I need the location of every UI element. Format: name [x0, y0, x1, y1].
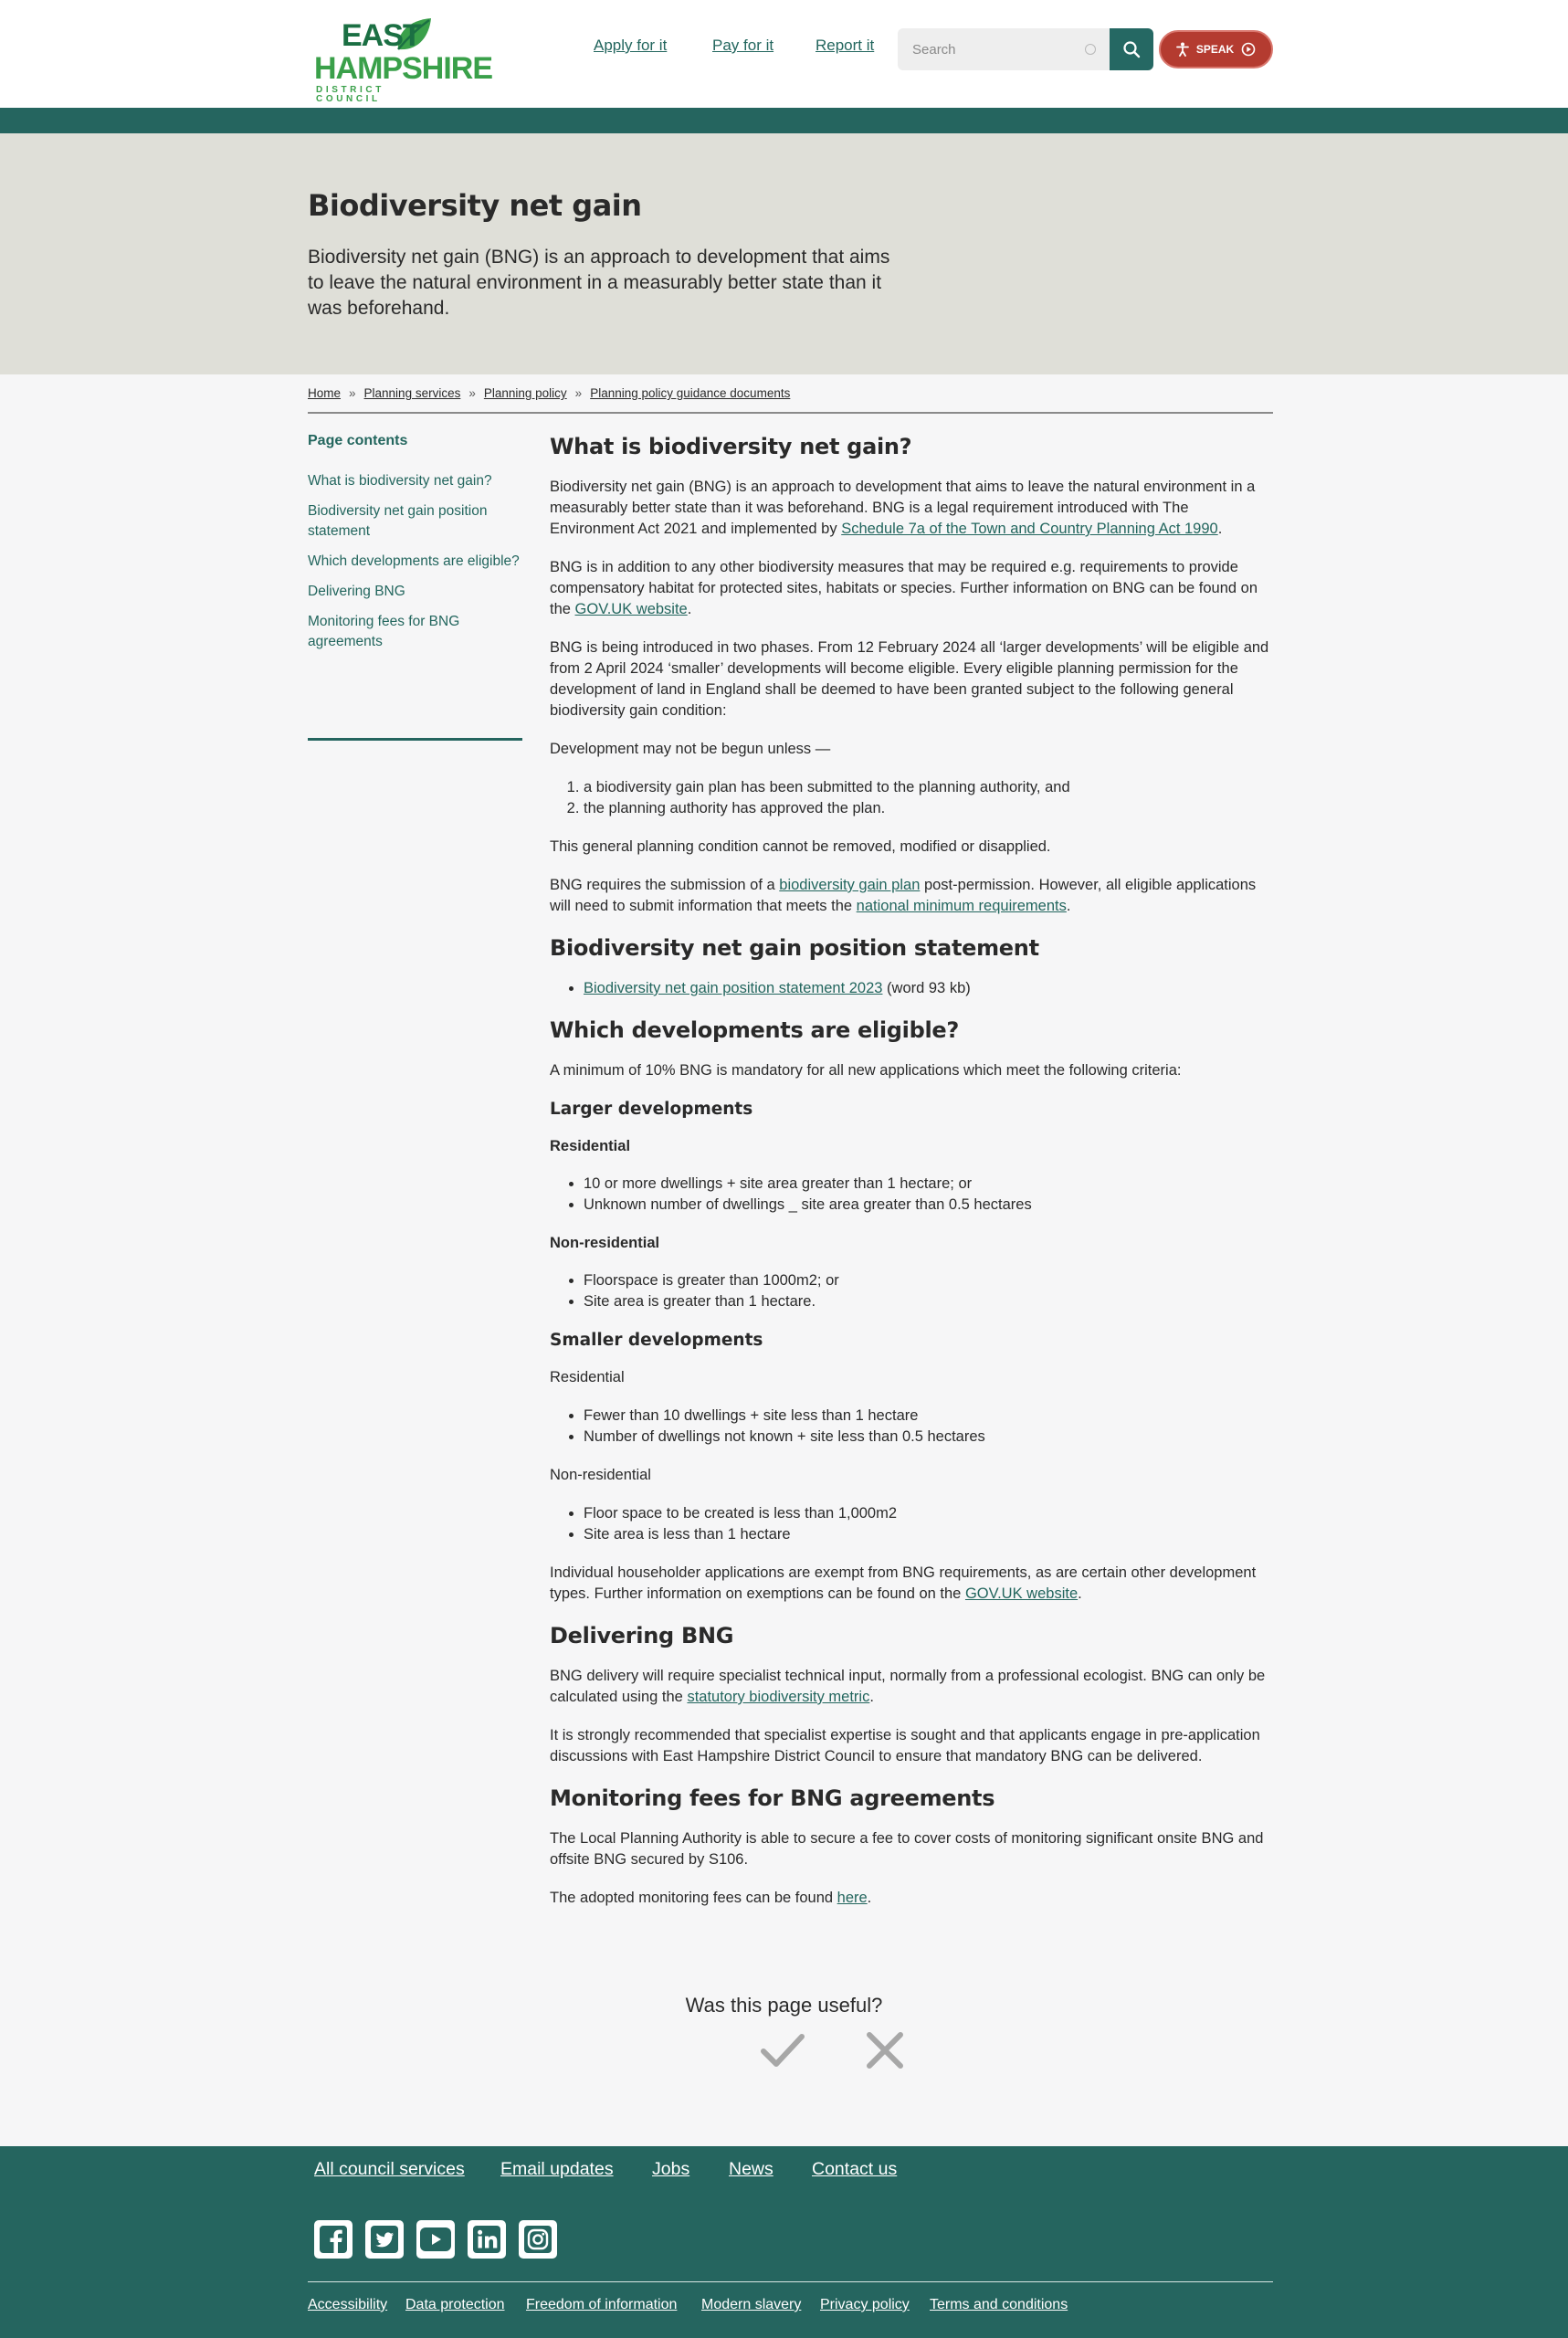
- section-heading-position-statement: Biodiversity net gain position statement: [550, 935, 1039, 961]
- criteria-list: [584, 1406, 1273, 1448]
- section-heading-what-is-bng: What is biodiversity net gain?: [550, 434, 912, 459]
- header-band: [0, 108, 1568, 133]
- text: .: [867, 1890, 872, 1906]
- contents-link-monitoring-fees[interactable]: Monitoring fees for BNG agreements: [308, 614, 460, 649]
- list-item: • Unknown number of dwellings _ site area greater than 0.5 hectares: [584, 1195, 1273, 1216]
- subheading-residential: Residential: [550, 1138, 631, 1154]
- file-meta: (word 93 kb): [882, 980, 971, 996]
- paragraph: BNG is being introduced in two phases. From 12 February 2024 all ‘larger developments’ will be eligible and from 2 April 2024 ‘smaller’ developments will become eligible. Every eligible planning permission for the development of land in England shall be deemed to have been granted subject to the following general biodiversity gain condition:: [550, 639, 1269, 719]
- list-item: • Site area is greater than 1 hectare.: [584, 1291, 1273, 1312]
- breadcrumb-home[interactable]: Home: [308, 386, 342, 400]
- twitter-icon[interactable]: [365, 2220, 404, 2259]
- search-clear-icon[interactable]: [1085, 44, 1096, 55]
- text: .: [1078, 1585, 1082, 1602]
- contents-link-eligible[interactable]: Which developments are eligible?: [308, 553, 520, 569]
- text: post-permission. However, all eligible applications will need to submit information that meets the: [550, 877, 1257, 914]
- list-item: 1. a biodiversity gain plan has been submitted to the planning authority, and: [584, 777, 1273, 798]
- footer-link-freedom-of-information[interactable]: Freedom of information: [526, 2297, 678, 2312]
- criteria-list: [584, 1174, 1273, 1216]
- footer-link-jobs[interactable]: Jobs: [652, 2159, 690, 2179]
- text: .: [687, 601, 692, 617]
- footer-link-contact-us[interactable]: Contact us: [812, 2159, 898, 2179]
- text: The adopted monitoring fees can be found: [550, 1890, 837, 1906]
- subheading-larger-developments: Larger developments: [550, 1100, 753, 1119]
- breadcrumb-separator: »: [349, 386, 356, 400]
- speak-label: SPEAK: [1195, 43, 1235, 56]
- paragraph: [550, 557, 1273, 620]
- footer-link-email-updates[interactable]: Email updates: [500, 2159, 614, 2179]
- logo-line-east: EAST: [342, 18, 421, 53]
- label-non-residential: Non-residential: [550, 1467, 651, 1483]
- footer-link-news[interactable]: News: [729, 2159, 773, 2179]
- paragraph: This general planning condition cannot be removed, modified or disapplied.: [550, 838, 1051, 855]
- paragraph: [550, 1563, 1273, 1605]
- footer-link-all-services[interactable]: All council services: [314, 2159, 465, 2179]
- subheading-non-residential: Non-residential: [550, 1235, 660, 1251]
- play-circle-icon: [1241, 42, 1256, 57]
- footer-link-data-protection[interactable]: Data protection: [405, 2297, 505, 2312]
- list-item: • 10 or more dwellings + site area greater than 1 hectare; or: [584, 1174, 1273, 1195]
- page-contents-title: Page contents: [308, 433, 408, 448]
- youtube-icon[interactable]: [416, 2220, 455, 2259]
- search-icon: [1122, 40, 1141, 58]
- instagram-icon[interactable]: [519, 2220, 557, 2259]
- contents-link-delivering[interactable]: Delivering BNG: [308, 584, 405, 599]
- footer-link-terms-and-conditions[interactable]: Terms and conditions: [930, 2297, 1068, 2312]
- condition-list: [584, 777, 1273, 819]
- council-logo[interactable]: [310, 16, 493, 104]
- statutory-metric-link[interactable]: statutory biodiversity metric: [687, 1689, 870, 1705]
- contents-link-what-is-bng[interactable]: What is biodiversity net gain?: [308, 473, 492, 489]
- biodiversity-gain-plan-link[interactable]: biodiversity gain plan: [779, 877, 921, 893]
- paragraph: The Local Planning Authority is able to secure a fee to cover costs of monitoring significant onsite BNG and offsite BNG secured by S106.: [550, 1830, 1264, 1868]
- paragraph: [550, 1666, 1273, 1708]
- list-item: • Floor space to be created is less than 1,000m2: [584, 1503, 1273, 1524]
- list-item: • Number of dwellings not known + site less than 0.5 hectares: [584, 1427, 1273, 1448]
- list-item: 2. the planning authority has approved the plan.: [584, 798, 1273, 819]
- schedule-7a-link[interactable]: Schedule 7a of the Town and Country Planning Act 1990: [841, 521, 1218, 537]
- yes-tick-icon[interactable]: [760, 2027, 805, 2073]
- text: BNG is in addition to any other biodiversity measures that may be required e.g. requirements to provide compensatory habitat for protected sites, habitats or species. Further information on BNG can be found on the: [550, 559, 1258, 617]
- breadcrumb-planning-policy[interactable]: Planning policy: [483, 386, 567, 400]
- footer-link-accessibility[interactable]: Accessibility: [308, 2297, 388, 2312]
- criteria-list: [584, 1270, 1273, 1312]
- main-content: [550, 433, 1273, 1926]
- section-heading-eligible: Which developments are eligible?: [550, 1017, 960, 1043]
- gov-uk-exemptions-link[interactable]: GOV.UK website: [964, 1585, 1079, 1602]
- section-heading-monitoring-fees: Monitoring fees for BNG agreements: [550, 1785, 995, 1811]
- sidebar-divider: [308, 738, 522, 741]
- search-input[interactable]: [898, 28, 1110, 70]
- national-minimum-requirements-link[interactable]: national minimum requirements: [856, 898, 1067, 914]
- breadcrumb-guidance-documents[interactable]: Planning policy guidance documents: [590, 386, 791, 400]
- contents-link-position-statement[interactable]: Biodiversity net gain position statement: [308, 503, 488, 539]
- monitoring-fees-here-link[interactable]: here: [837, 1890, 868, 1906]
- search-button[interactable]: [1110, 28, 1153, 70]
- download-list: [584, 978, 1273, 999]
- text: Individual householder applications are exempt from BNG requirements, as are certain other development types. Further information on exemptions can be found on the: [550, 1564, 1257, 1602]
- footer-link-modern-slavery[interactable]: Modern slavery: [701, 2297, 802, 2312]
- page-title: Biodiversity net gain: [308, 188, 642, 223]
- breadcrumb-planning-services[interactable]: Planning services: [363, 386, 461, 400]
- logo-line-hampshire: HAMPSHIRE: [314, 51, 493, 86]
- list-item: [584, 978, 1273, 999]
- breadcrumb-separator: »: [468, 386, 476, 400]
- footer-link-privacy-policy[interactable]: Privacy policy: [820, 2297, 910, 2312]
- hero-banner: [0, 133, 1568, 374]
- position-statement-download-link[interactable]: Biodiversity net gain position statement 2023: [584, 980, 883, 996]
- text: BNG requires the submission of a: [550, 877, 780, 893]
- breadcrumb-separator: »: [574, 386, 583, 400]
- label-residential: Residential: [550, 1369, 625, 1385]
- text: .: [1066, 898, 1071, 914]
- section-heading-delivering: Delivering BNG: [550, 1623, 734, 1648]
- list-item: • Floorspace is greater than 1000m2; or: [584, 1270, 1273, 1291]
- logo-line-district-council: DISTRICT COUNCIL: [316, 85, 384, 104]
- paragraph: [550, 477, 1273, 540]
- accessibility-person-icon: [1176, 42, 1189, 57]
- breadcrumb-divider: [308, 412, 1273, 414]
- no-cross-icon[interactable]: [862, 2029, 908, 2075]
- nav-pay-link[interactable]: Pay for it: [712, 37, 774, 54]
- linkedin-icon[interactable]: [468, 2220, 506, 2259]
- paragraph: [550, 1888, 1273, 1909]
- paragraph: [550, 875, 1273, 917]
- paragraph: It is strongly recommended that specialist expertise is sought and that applicants engage in pre-application discussions with East Hampshire District Council to ensure that mandatory BNG can be delivered.: [550, 1727, 1260, 1764]
- footer-divider: [308, 2281, 1273, 2282]
- site-footer: [0, 2146, 1568, 2338]
- facebook-icon[interactable]: [314, 2220, 353, 2259]
- gov-uk-link[interactable]: GOV.UK website: [574, 601, 688, 617]
- text: BNG delivery will require specialist technical input, normally from a professional ecologist. BNG can only be calculated using the: [550, 1668, 1266, 1705]
- nav-apply-link[interactable]: Apply for it: [594, 37, 668, 54]
- subheading-smaller-developments: Smaller developments: [550, 1331, 763, 1350]
- feedback-question: Was this page useful?: [685, 1994, 883, 2017]
- search-box: [898, 28, 1110, 70]
- speak-button[interactable]: [1159, 30, 1273, 68]
- paragraph: A minimum of 10% BNG is mandatory for all new applications which meet the following criteria:: [550, 1062, 1182, 1079]
- list-item: • Fewer than 10 dwellings + site less than 1 hectare: [584, 1406, 1273, 1427]
- text: Biodiversity net gain (BNG) is an approach to development that aims to leave the natural environment in a measurably better state than it was beforehand. BNG is a legal requirement introduced with The Environment Act 2021 and implemented by: [550, 479, 1256, 537]
- paragraph: Development may not be begun unless —: [550, 741, 831, 757]
- list-item: • Site area is less than 1 hectare: [584, 1524, 1273, 1545]
- nav-report-link[interactable]: Report it: [816, 37, 875, 54]
- page-intro: Biodiversity net gain (BNG) is an approach to development that aims to leave the natural environment in a measurably better state than it was beforehand.: [308, 247, 890, 319]
- text: .: [869, 1689, 874, 1705]
- site-header: [0, 0, 1568, 108]
- text: .: [1217, 521, 1223, 537]
- criteria-list: [584, 1503, 1273, 1545]
- page-contents-sidebar: [308, 433, 522, 662]
- breadcrumb: [308, 386, 790, 400]
